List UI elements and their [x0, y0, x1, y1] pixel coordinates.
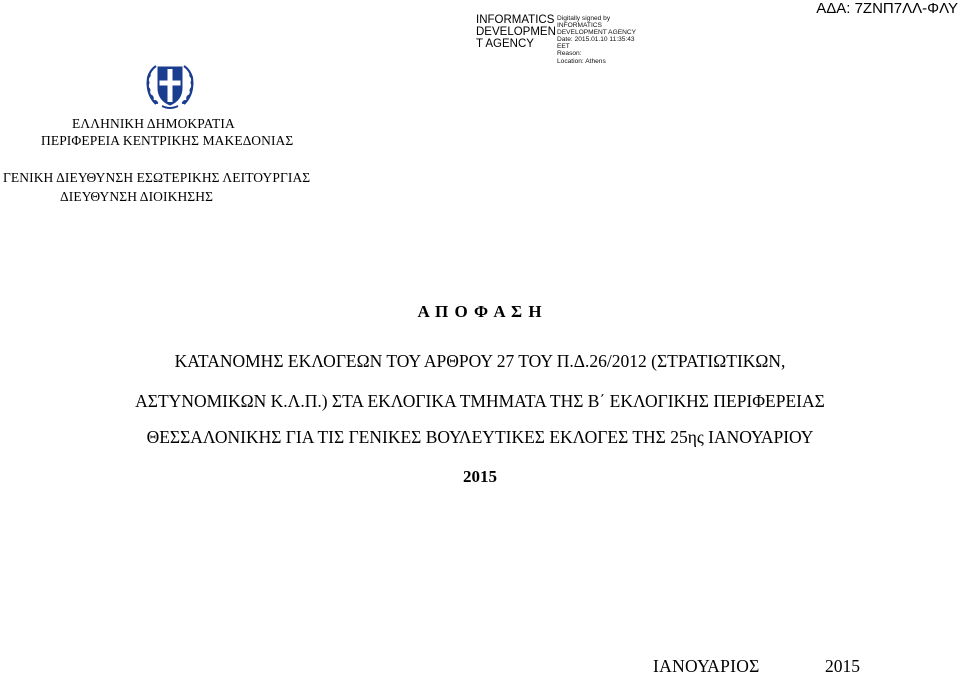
ada-code: ΑΔΑ: 7ΖΝΠ7ΛΛ-ΦΛΥ	[816, 0, 958, 17]
signature-detail-line: DEVELOPMENT AGENCY	[557, 29, 637, 37]
footer-month: ΙΑΝΟΥΑΡΙΟΣ	[653, 656, 760, 676]
signature-org-line: T AGENCY	[476, 38, 534, 50]
signature-org-line: INFORMATICS	[476, 14, 555, 26]
greek-coat-of-arms-icon	[142, 60, 198, 112]
signature-detail-line: Date: 2015.01.10 11:35:43	[557, 36, 635, 44]
header-region: ΠΕΡΙΦΕΡΕΙΑ ΚΕΝΤΡΙΚΗΣ ΜΑΚΕΔΟΝΙΑΣ	[41, 133, 294, 148]
signature-organization	[476, 14, 556, 50]
signature-detail-line: Location: Athens	[557, 57, 606, 65]
header-country: ΕΛΛΗΝΙΚΗ ΔΗΜΟΚΡΑΤΙΑ	[72, 116, 235, 131]
decision-title-line: ΑΣΤΥΝΟΜΙΚΩΝ Κ.Λ.Π.) ΣΤΑ ΕΚΛΟΓΙΚΑ ΤΜΗΜΑΤΑ ΤΗΣ Β΄ ΕΚΛΟΓΙΚΗΣ ΠΕΡΙΦΕΡΕΙΑΣ	[135, 391, 825, 411]
signature-detail-line: Digitally signed by	[557, 15, 611, 22]
signature-org-line: DEVELOPMEN	[476, 26, 556, 38]
decision-title-line: ΚΑΤΑΝΟΜΗΣ ΕΚΛΟΓΕΩΝ ΤΟΥ ΑΡΘΡΟΥ 27 ΤΟΥ Π.Δ.26/2012 (ΣΤΡΑΤΙΩΤΙΚΩΝ,	[174, 351, 786, 371]
decision-title-year: 2015	[463, 467, 497, 486]
decision-title-line: ΘΕΣΣΑΛΟΝΙΚΗΣ ΓΙΑ ΤΙΣ ΓΕΝΙΚΕΣ ΒΟΥΛΕΥΤΙΚΕΣ ΕΚΛΟΓΕΣ ΤΗΣ 25ης ΙΑΝΟΥΑΡΙΟΥ	[146, 427, 814, 447]
decision-heading: Α Π Ο Φ Α Σ Η	[417, 302, 543, 321]
signature-detail-line: Reason:	[557, 50, 582, 58]
signature-detail-line: INFORMATICS	[557, 22, 602, 30]
signature-details	[557, 15, 667, 65]
signature-detail-line: EET	[557, 43, 570, 51]
footer-year: 2015	[825, 656, 860, 676]
header-directorate: ΔΙΕΥΘΥΝΣΗ ΔΙΟΙΚΗΣΗΣ	[60, 189, 214, 204]
header-general-directorate: ΓΕΝΙΚΗ ΔΙΕΥΘΥΝΣΗ ΕΣΩΤΕΡΙΚΗΣ ΛΕΙΤΟΥΡΓΙΑΣ	[3, 170, 311, 185]
